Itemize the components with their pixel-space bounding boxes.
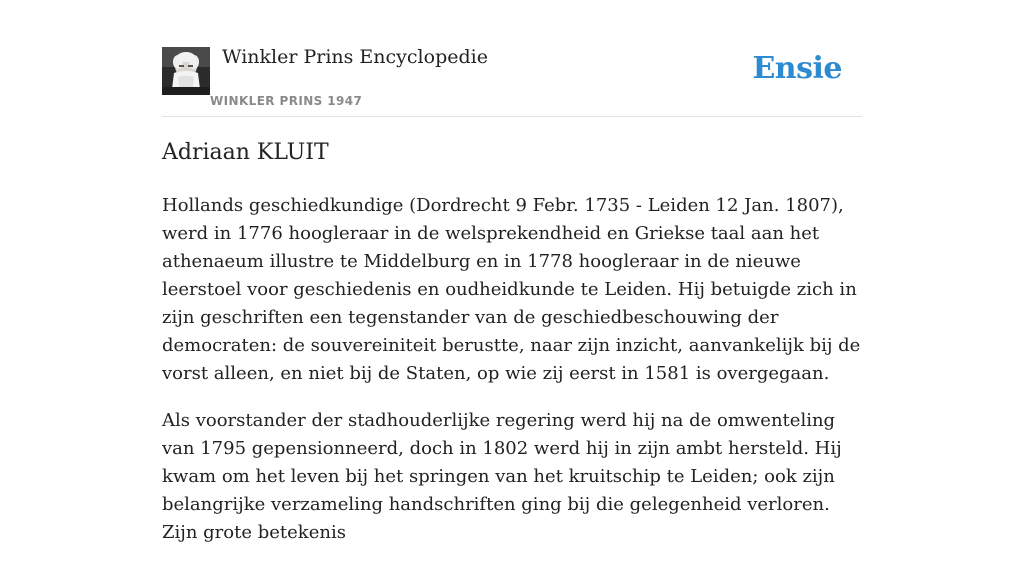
source-header (162, 46, 862, 117)
brand-logo[interactable]: Ensie (752, 51, 842, 86)
article-body (162, 192, 864, 566)
bearded-man-portrait-icon (162, 47, 210, 95)
source-avatar[interactable] (162, 47, 210, 95)
source-subtitle[interactable]: WINKLER PRINS 1947 (210, 94, 363, 108)
article-title: Adriaan KLUIT (162, 140, 329, 165)
article-paragraph: Als voorstander der stadhouderlijke regering werd hij na de omwenteling van 1795 gepensionneerd, doch in 1802 werd hij in zijn ambt hersteld. Hij kwam om het leven bij het springen van het kruitschip te Leiden; ook zijn belangrijke verzameling handschriften ging bij die gelegenheid verloren. Zijn grote betekenis (162, 410, 842, 543)
article-paragraph: Hollands geschiedkundige (Dordrecht 9 Febr. 1735 - Leiden 12 Jan. 1807), werd in 1776 hoogleraar in de welsprekendheid en Griekse taal aan het athenaeum illustre te Middelburg en in 1778 hoogleraar in de nieuwe leerstoel voor geschiedenis en oudheidkunde te Leiden. Hij betuigde zich in zijn geschriften een tegenstander van de geschiedbeschouwing der democraten: de souvereiniteit berustte, naar zijn inzicht, aanvankelijk bij de vorst alleen, en niet bij de Staten, op wie zij eerst in 1581 is overgegaan. (162, 195, 861, 384)
source-title[interactable]: Winkler Prins Encyclopedie (222, 46, 488, 68)
